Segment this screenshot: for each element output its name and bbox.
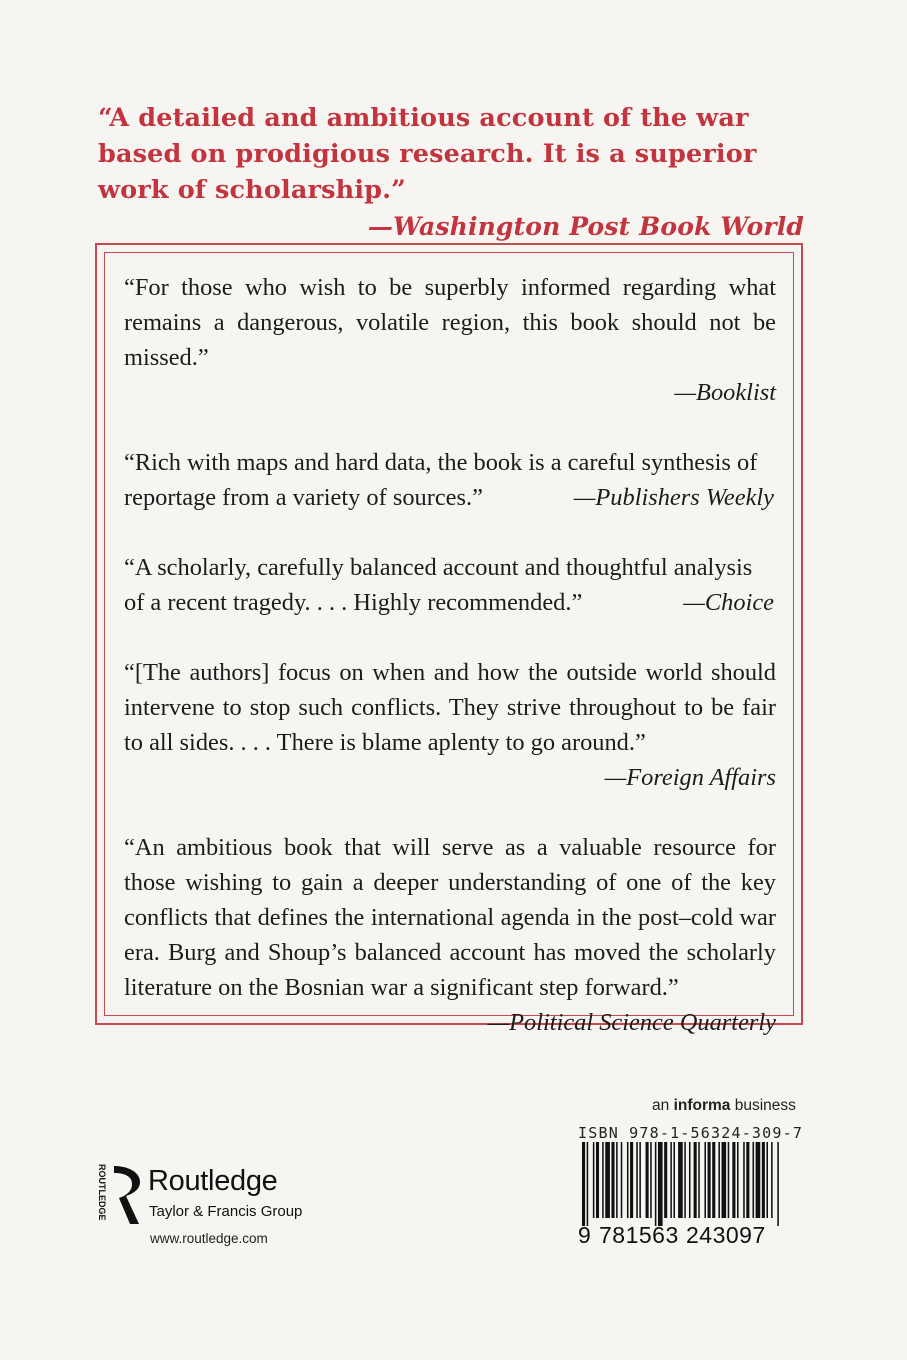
barcode-bar (737, 1142, 739, 1218)
barcode-bar (694, 1142, 697, 1218)
lead-quote-attribution: —Washington Post Book World (367, 212, 804, 241)
barcode-bar (673, 1142, 675, 1218)
barcode-bar (593, 1142, 595, 1218)
review-publishers-weekly (124, 445, 776, 515)
barcode-bar (596, 1142, 599, 1218)
barcode-bar (678, 1142, 683, 1218)
lead-quote-text: “A detailed and ambitious account of the war based on prodigious research. It is a superior work of scholarship.” (98, 103, 757, 205)
barcode-bar (636, 1142, 638, 1218)
barcode-digit-first: 9 (578, 1222, 592, 1248)
review-text: “[The authors] focus on when and how the outside world should intervene to stop such conflicts. They strive throughout to be fair to all sides. . . . There is blame aplenty to go around.” (124, 659, 776, 756)
review-text: “For those who wish to be superbly informed regarding what remains a dangerous, volatile region, this book should not be missed.” (124, 274, 776, 371)
barcode-bar (746, 1142, 749, 1218)
barcode-bar (766, 1142, 768, 1218)
publisher-group: Taylor & Francis Group (149, 1203, 303, 1220)
lead-quote (98, 100, 804, 245)
barcode-bar (602, 1142, 604, 1218)
informa-suffix: business (734, 1097, 796, 1114)
barcode-bar (708, 1142, 711, 1218)
routledge-logo-icon (94, 1162, 144, 1228)
review-list (124, 270, 776, 1075)
review-text-line: of a recent tragedy. . . . Highly recommended.” (124, 589, 583, 616)
barcode-bar (646, 1142, 649, 1218)
informa-prefix: an (652, 1097, 670, 1114)
barcode-bar (605, 1142, 610, 1218)
review-text-line: “A scholarly, carefully balanced account and thoughtful analysis (124, 554, 753, 581)
barcode-bar (621, 1142, 623, 1218)
review-attribution: —Foreign Affairs (604, 764, 776, 791)
barcode-bar (743, 1142, 745, 1218)
barcode-bar (718, 1142, 720, 1218)
isbn-label: ISBN 978-1-56324-309-7 (578, 1124, 804, 1142)
review-attribution: —Choice (683, 589, 774, 616)
barcode-bar (771, 1142, 773, 1218)
review-attribution: —Publishers Weekly (573, 484, 774, 511)
barcode-bar (704, 1142, 706, 1218)
routledge-logo-text: ROUTLEDGE (97, 1164, 107, 1221)
barcode-bar (732, 1142, 735, 1218)
barcode-bar (684, 1142, 686, 1218)
barcode-bar (627, 1142, 629, 1218)
review-booklist (124, 270, 776, 410)
barcode-bar (664, 1142, 667, 1218)
barcode-digits-right: 243097 (686, 1222, 766, 1248)
barcode-bar (630, 1142, 633, 1218)
review-text: “An ambitious book that will serve as a valuable resource for those wishing to gain a deeper understanding of one of the key conflicts that defines the international agenda in the post–cold war era. Burg and Shoup’s balanced account has moved the scholarly literature on the Bosnian war a significant step forward.” (124, 834, 776, 1001)
barcode-bar (728, 1142, 730, 1218)
barcode-bar (777, 1142, 779, 1226)
publisher-name: Routledge (148, 1165, 278, 1197)
review-text-line: reportage from a variety of sources.” (124, 484, 483, 511)
barcode-bar (655, 1142, 657, 1226)
informa-brand: informa (673, 1097, 731, 1114)
review-attribution: —Booklist (674, 379, 776, 406)
review-row (124, 480, 776, 515)
review-political-science-quarterly (124, 830, 776, 1040)
barcode-bar (582, 1142, 585, 1226)
barcode-bar (639, 1142, 641, 1218)
barcode-bar (658, 1142, 663, 1226)
barcode-bar (650, 1142, 652, 1218)
barcode-bar (698, 1142, 700, 1218)
barcode-bar (756, 1142, 761, 1218)
review-text-line: “Rich with maps and hard data, the book is a careful synthesis of (124, 449, 758, 476)
review-attribution: —Political Science Quarterly (487, 1009, 776, 1036)
review-choice (124, 550, 776, 620)
barcode (578, 1142, 784, 1226)
informa-tagline (652, 1097, 796, 1115)
barcode-digits-left: 781563 (599, 1222, 679, 1248)
barcode-bar (670, 1142, 672, 1218)
barcode-bar (587, 1142, 589, 1226)
barcode-bar (689, 1142, 691, 1218)
review-foreign-affairs (124, 655, 776, 795)
barcode-bar (712, 1142, 715, 1218)
barcode-bar (753, 1142, 755, 1218)
publisher-url[interactable]: www.routledge.com (150, 1231, 268, 1246)
review-row (124, 585, 776, 620)
barcode-bar (722, 1142, 727, 1218)
barcode-bar (611, 1142, 614, 1218)
barcode-bar (762, 1142, 765, 1218)
barcode-bar (616, 1142, 618, 1218)
